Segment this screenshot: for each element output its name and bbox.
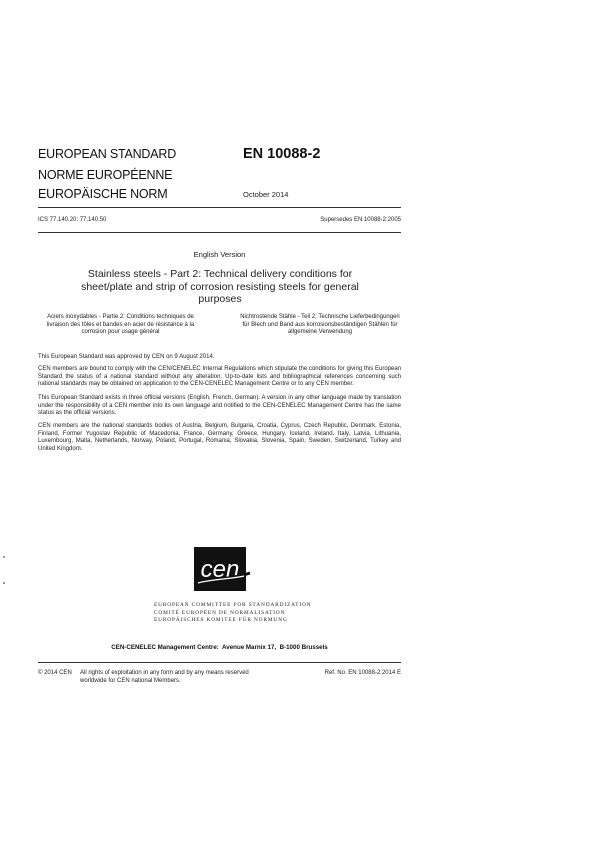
- standard-name-french: NORME EUROPÉENNE: [38, 168, 173, 182]
- ics-codes: ICS 77.140.20; 77.140.50: [38, 217, 107, 223]
- german-title: Nichtrostende Stähle - Teil 2: Technische Lieferbedingungen für Blech und Band aus korrosionsbeständigen Stählen für allgemeine Verwendung: [240, 314, 400, 335]
- versions-paragraph: This European Standard exists in three official versions (English, French, German). A version in any other language made by translation under the responsibility of a CEN member into its own language and notified to the CEN-CENELEC Management Centre has the same status as the official versions.: [38, 395, 401, 416]
- rights-statement: All rights of exploitation in any form and by any means reserved worldwide for CEN national Members.: [80, 670, 249, 684]
- scan-mark: [3, 582, 5, 584]
- cen-logo-graphic: [154, 543, 284, 603]
- approval-statement: This European Standard was approved by CEN on 9 August 2014.: [38, 354, 215, 360]
- supersedes-note: Supersedes EN 10088-2:2005: [320, 217, 401, 223]
- compliance-paragraph: CEN members are bound to comply with the CEN/CENELEC Internal Regulations which stipulate the conditions for giving this European Standard the status of a national standard without any alteration. Up-to-date lists and bibliographical references concerning such national standards may be obtained on application to the CEN-CENELEC Management Centre or to any CEN member.: [38, 366, 401, 387]
- standard-name-english: EUROPEAN STANDARD: [38, 147, 177, 161]
- management-centre-address: CEN-CENELEC Management Centre: Avenue Marnix 17, B-1000 Brussels: [111, 644, 328, 651]
- french-title: Aciers inoxydables - Partie 2: Conditions techniques de livraison des tôles et bandes en acier de résistance à la corrosion pour usage général: [46, 314, 195, 335]
- header-divider: [38, 207, 401, 208]
- standard-name-german: EUROPÄISCHE NORM: [38, 187, 168, 201]
- org-name-english: EUROPEAN COMMITTEE FOR STANDARDIZATION: [154, 602, 312, 608]
- footer-divider: [38, 662, 401, 663]
- org-name-german: EUROPÄISCHES KOMITEE FÜR NORMUNG: [154, 617, 288, 624]
- scan-mark: [3, 556, 5, 558]
- meta-divider: [38, 232, 401, 233]
- document-title: Stainless steels - Part 2: Technical delivery conditions for sheet/plate and strip of corrosion resisting steels for general purposes: [81, 268, 359, 306]
- copyright: © 2014 CEN: [38, 670, 72, 676]
- org-name-french: COMITÉ EUROPÉEN DE NORMALISATION: [154, 609, 286, 616]
- english-version-label: English Version: [193, 250, 246, 259]
- organization-names: [154, 602, 312, 625]
- cen-logo-text: cen: [200, 556, 240, 583]
- reference-number: Ref. No. EN 10088-2:2014 E: [324, 670, 401, 676]
- members-paragraph: CEN members are the national standards bodies of Austria, Belgium, Bulgaria, Croatia, Cyprus, Czech Republic, Denmark, Estonia, Finland, Former Yugoslav Republic of Macedonia, France, Germany, Greece, Hungary, Iceland, Ireland, Italy, Latvia, Lithuania, Luxembourg, Malta, Netherlands, Norway, Poland, Portugal, Romania, Slovakia, Slovenia, Spain, Sweden, Switzerland, Turkey and United Kingdom.: [38, 423, 401, 452]
- publication-date: October 2014: [243, 190, 289, 199]
- standard-number: EN 10088-2: [243, 146, 321, 162]
